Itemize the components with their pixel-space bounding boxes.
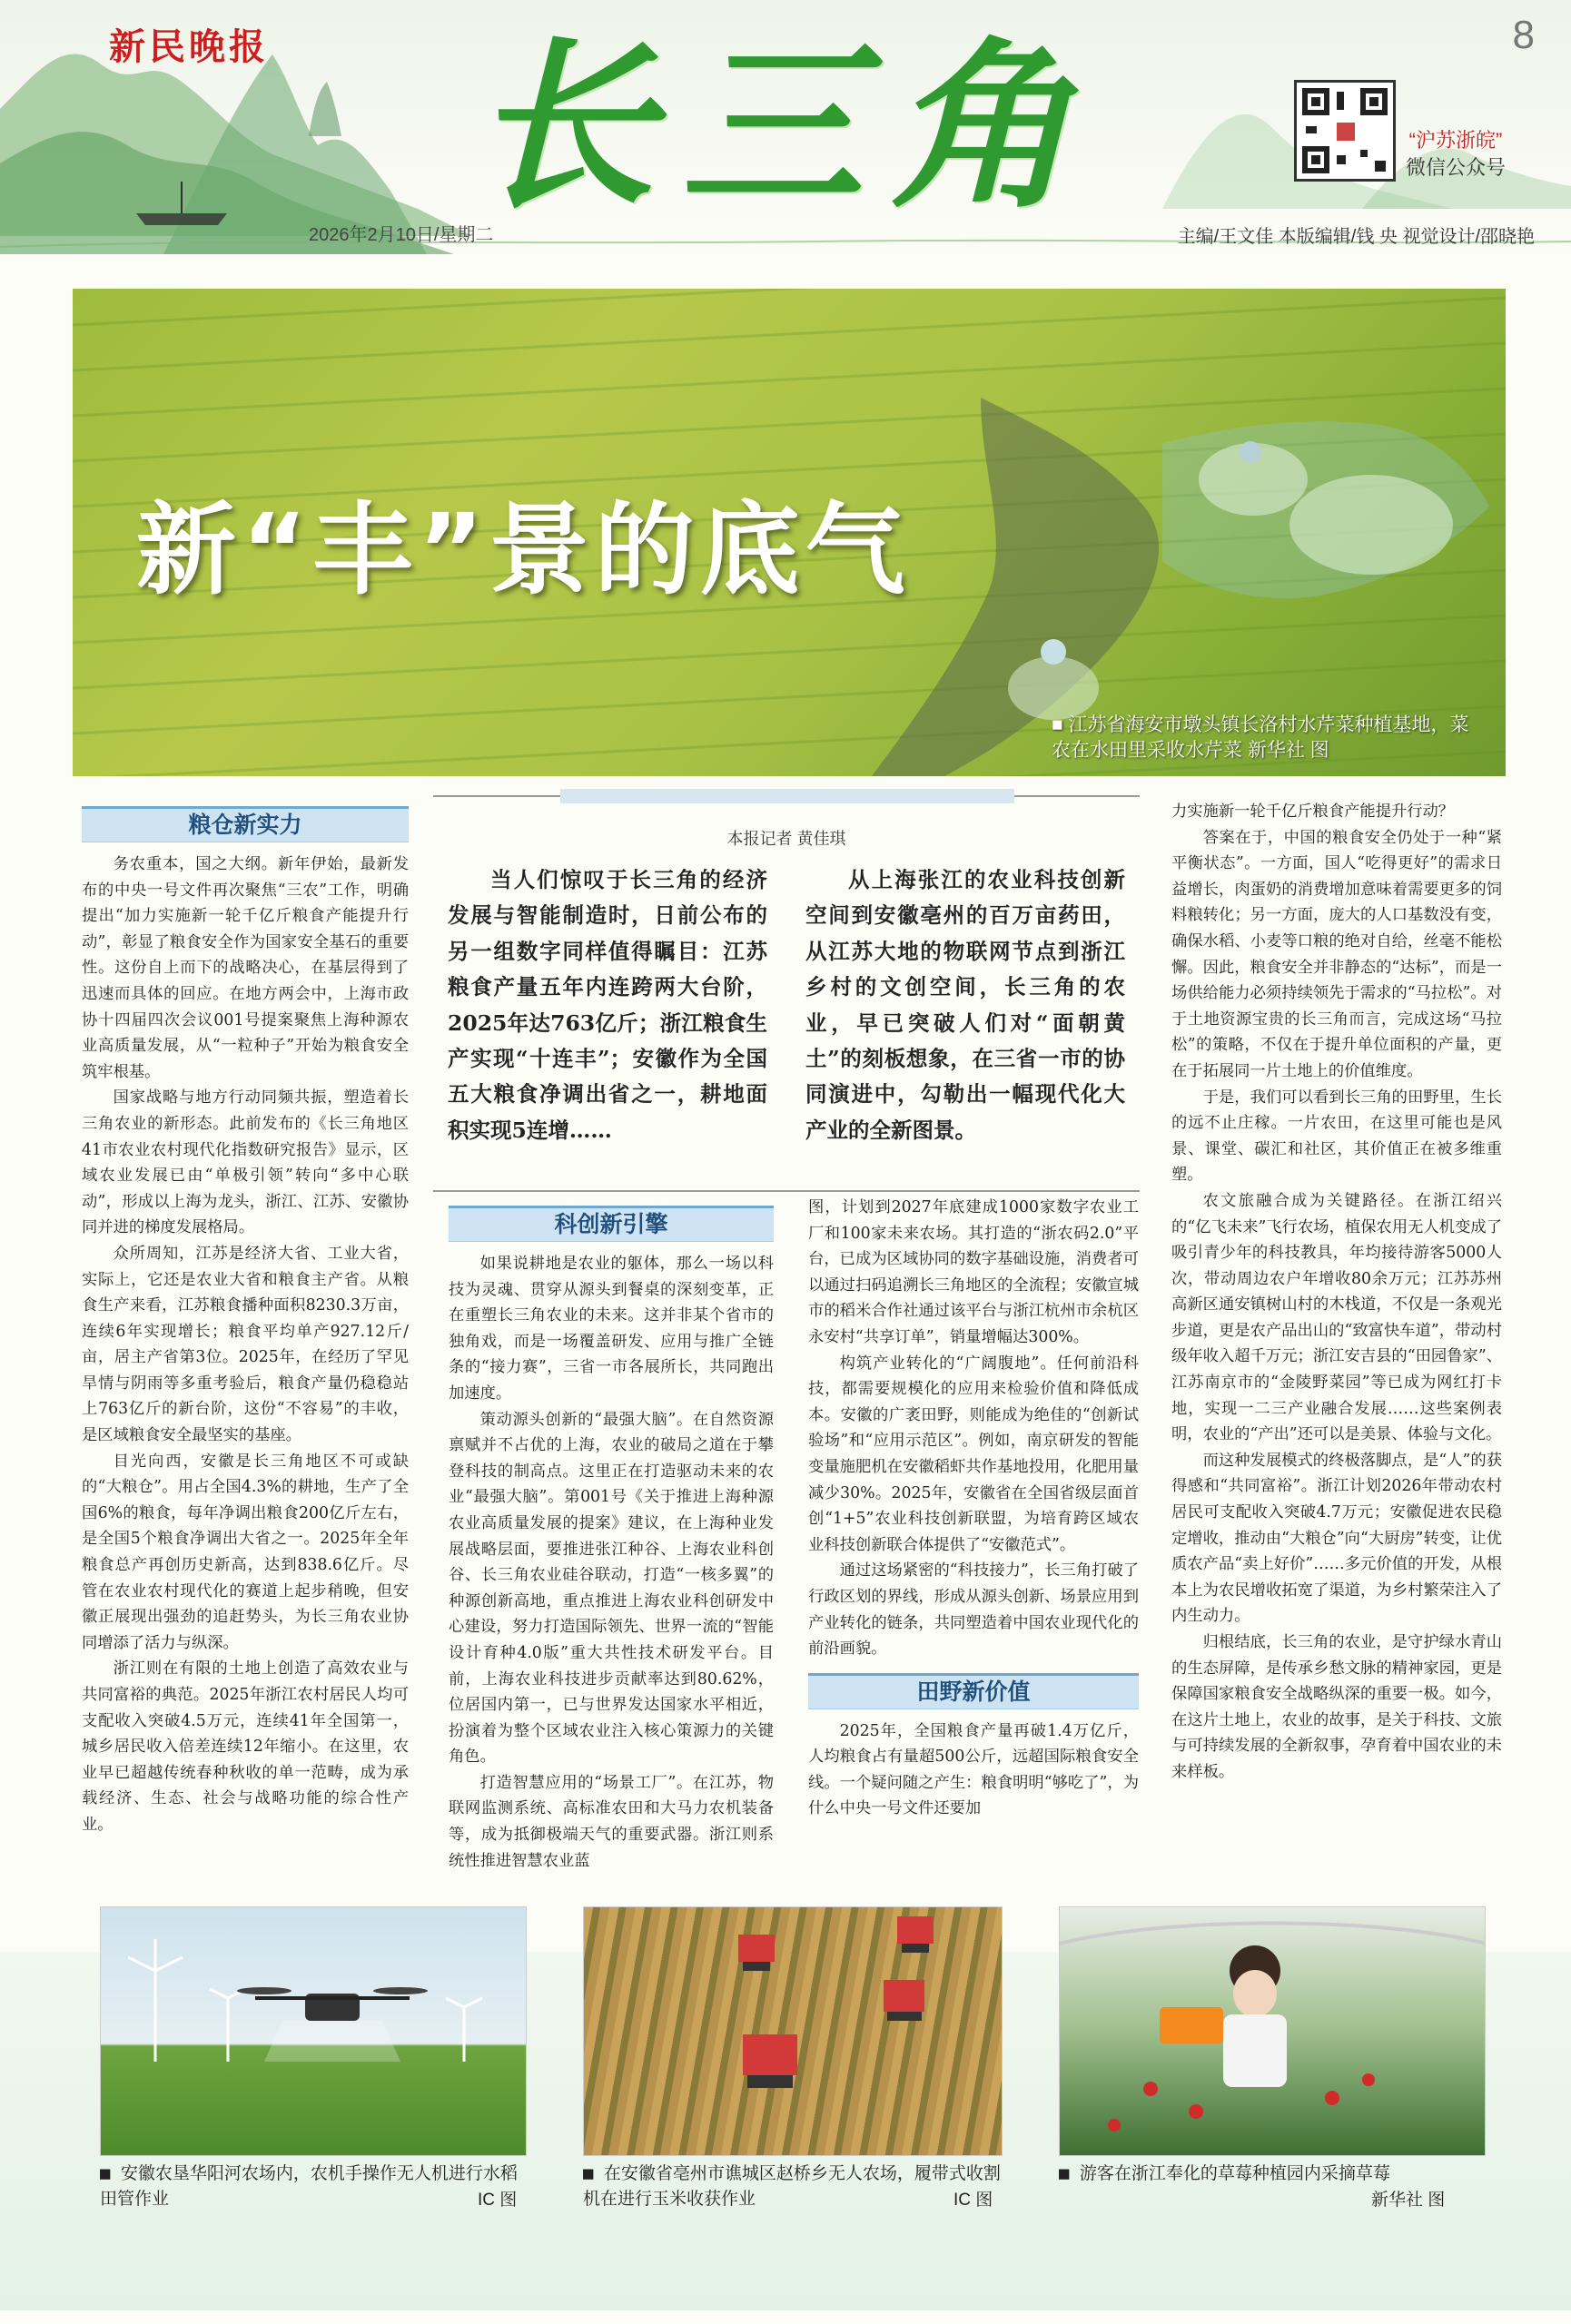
paragraph: 务农重本，国之大纲。新年伊始，最新发布的中央一号文件再次聚焦“三农”工作，明确提出“加力实施新一轮千亿斤粮食产能提升行动”，彰显了粮食安全作为国家安全基石的重要性。这份自上而下的战略决心，在基层得到了迅速而具体的回应。在地方两会中，上海市政协十四届四次会议001号提案聚焦上海种源农业高质量发展，从“一粒种子”开始为粮食安全筑牢根基。 <box>82 855 409 1081</box>
photo-drone <box>100 1906 527 2156</box>
lead-right: 从上海张江的农业科技创新空间到安徽亳州的百万亩药田，从江苏大地的物联网节点到浙江乡村的文创空间，长三角的农业，早已突破人们对“面朝黄土”的刻板想象，在三省一市的协同演进中，勾勒出一幅现代化大产业的全新图景。 <box>805 867 1125 1143</box>
paragraph: 策动源头创新的“最强大脑”。在自然资源禀赋并不占优的上海，农业的破局之道在于攀登科技的制高点。这里正在打造驱动未来的农业“最强大脑”。第001号《关于推进上海种源农业高质量发展的提案》建议，在上海种业发展战略层面，要推进张江种谷、上海农业科创谷、长三角农业硅谷联动，打造“一核多翼”的种源创新高地，重点推进上海农业科创研发中心建设，努力打造国际领先、世界一流的“智能设计育种4.0版”重大共性技术研发平台。目前，上海农业科技进步贡献率达到80.62%，位居国内第一，已与世界发达国家水平相近，扮演着为整个区域农业注入核心策源力的关键角色。 <box>449 1410 774 1767</box>
newspaper-name: 新民晚报 <box>109 25 269 68</box>
photo-caption-3: ■ 游客在浙江奉化的草莓种植园内采摘草莓 <box>1059 2163 1390 2183</box>
photo-credit-1: IC 图 <box>478 2191 518 2210</box>
section-heading: 科创新引擎 <box>449 1206 774 1242</box>
paragraph: 图，计划到2027年底建成1000家数字农业工厂和100家未来农场。其打造的“浙农码2.0”平台，已成为区域协同的数字基础设施，消费者可以通过扫码追溯长三角地区的全流程；安徽宣城市的稻米合作社通过该平台与浙江杭州市余杭区永安村“共享订单”，销量增幅达300%。 <box>808 1198 1139 1346</box>
photo-harvest <box>583 1906 1003 2156</box>
hero-photo <box>73 289 1506 776</box>
byline: 本报记者 黄佳琪 <box>726 830 846 848</box>
paragraph: 农文旅融合成为关键路径。在浙江绍兴的“亿飞未来”飞行农场，植保农用无人机变成了吸引青少年的科技教具，年均接待游客5000人次，带动周边农户年增收80余万元；江苏苏州高新区通安镇树山村的木栈道，不仅是一条观光步道，更是农产品出山的“致富快车道”，带动村级年收入超千万元；浙江安吉县的“田园鲁家”、江苏南京市的“金陵野菜园”等已成为网红打卡地，实现一二三产业融合发展……这些案例表明，农业的“产出”还可以是美景、体验与文化。 <box>1171 1191 1502 1444</box>
photo-credit-3: 新华社 图 <box>1371 2191 1446 2210</box>
drone-field-illustration <box>101 1907 527 2156</box>
column-1 <box>82 806 409 1838</box>
harvester-illustration <box>584 1907 1003 2156</box>
wechat-label <box>1406 127 1506 182</box>
hero-caption: ■ 江苏省海安市墩头镇长洛村水芹菜种植基地，菜农在水田里采收水芹菜 新华社 图 <box>1052 714 1469 761</box>
column-3 <box>808 1195 1139 1822</box>
strawberry-picking-illustration <box>1060 1907 1486 2156</box>
photo-caption-2: ■ 在安徽省亳州市谯城区赵桥乡无人农场，履带式收割机在进行玉米收获作业 <box>583 2163 1001 2209</box>
wechat-label-line1: “沪苏浙皖” <box>1408 129 1503 152</box>
column-4 <box>1171 799 1502 1786</box>
paragraph: 国家战略与地方行动同频共振，塑造着长三角农业的新形态。此前发布的《长三角地区41市农业农村现代化指数研究报告》显示，区域农业发展已由“单极引领”转向“多中心联动”，形成以上海为龙头，浙江、江苏、安徽协同并进的梯度发展格局。 <box>82 1088 409 1237</box>
paragraph: 答案在于，中国的粮食安全仍处于一种“紧平衡状态”。一方面，国人“吃得更好”的需求日益增长，肉蛋奶的消费增加意味着需要更多的饲料粮转化；另一方面，庞大的人口基数没有变，确保水稻、小麦等口粮的绝对自给，丝毫不能松懈。因此，粮食安全并非静态的“达标”，而是一场供给能力必须持续领先于需求的“马拉松”。对于土地资源宝贵的长三角而言，完成这场“马拉松”的策略，不仅在于提升单位面积的产量，更在于拓展同一片土地上的价值维度。 <box>1171 828 1502 1080</box>
lead-left: 当人们惊叹于长三角的经济发展与智能制造时，日前公布的另一组数字同样值得瞩目：江苏粮食产量五年内连跨两大台阶，2025年达763亿斤；浙江粮食生产实现“十连丰”；安徽作为全国五大粮食净调出省之一，耕地面积实现5连增…… <box>448 867 767 1143</box>
section-title: 长三角 <box>472 20 1100 233</box>
lead-box <box>433 795 1140 1192</box>
paragraph: 于是，我们可以看到长三角的田野里，生长的远不止庄稼。一片农田，在这里可能也是风景、课堂、碳汇和社区，其价值正在被多维重塑。 <box>1171 1088 1502 1185</box>
paragraph: 通过这场紧密的“科技接力”，长三角打破了行政区划的界线，形成从源头创新、场景应用到产业转化的链条，共同塑造着中国农业现代化的前沿画貌。 <box>808 1561 1139 1659</box>
hero-headline: 新“丰”景的底气 <box>136 492 911 608</box>
paragraph: 打造智慧应用的“场景工厂”。在江苏，物联网监测系统、高标准农田和大马力农机装备等，成为抵御极端天气的重要武器。浙江则系统性推进智慧农业蓝 <box>449 1773 774 1870</box>
paragraph: 浙江则在有限的土地上创造了高效农业与共同富裕的典范。2025年浙江农村居民人均可支配收入突破4.5万元，连续41年全国第一，城乡居民收入倍差连续12年缩小。在这里，农业早已超越传统春种秋收的单一范畴，成为承载经济、生态、社会与战略功能的综合性产业。 <box>82 1659 409 1834</box>
paragraph: 如果说耕地是农业的躯体，那么一场以科技为灵魂、贯穿从源头到餐桌的深刻变革，正在重塑长三角农业的未来。这并非某个省市的独角戏，而是一场覆盖研发、应用与推广全链条的“接力赛”，三省一市各展所长，共同跑出加速度。 <box>449 1255 774 1403</box>
photo-caption-1: ■ 安徽农垦华阳河农场内，农机手操作无人机进行水稻田管作业 <box>100 2163 518 2209</box>
photo-strawberry <box>1059 1906 1486 2156</box>
paragraph: 目光向西，安徽是长三角地区不可或缺的“大粮仓”。用占全国4.3%的耕地，生产了全国6%的粮食，每年净调出粮食200亿斤左右，是全国5个粮食净调出大省之一。2025年全年粮食总产再创历史新高，达到838.6亿斤。尽管在农业农村现代化的赛道上起步稍晚，但安徽正展现出强劲的追赶势头，为长三角农业协同增添了活力与纵深。 <box>82 1452 409 1652</box>
paragraph: 2025年，全国粮食产量再破1.4万亿斤，人均粮食占有量超500公斤，远超国际粮食安全线。一个疑问随之产生：粮食明明“够吃了”，为什么中央一号文件还要加 <box>808 1721 1139 1818</box>
photo-credit-2: IC 图 <box>953 2191 993 2210</box>
paragraph: 归根结底，长三角的农业，是守护绿水青山的生态屏障，是传承乡愁文脉的精神家园，更是保障国家粮食安全战略纵深的重要一极。如今，在这片土地上，农业的故事，是关于科技、文旅与可持续发展的全新叙事，孕育着中国农业的未来样板。 <box>1171 1633 1502 1781</box>
wechat-label-line2: 微信公众号 <box>1406 156 1507 179</box>
section-heading: 田野新价值 <box>808 1673 1139 1709</box>
page-number: 8 <box>1512 13 1535 57</box>
paragraph: 众所周知，江苏是经济大省、工业大省，实际上，它还是农业大省和粮食主产省。从粮食生产来看，江苏粮食播种面积8230.3万亩，连续6年实现增长；粮食平均单产927.12斤/亩，居主产省第3位。2025年，在经历了罕见旱情与阴雨等多重考验后，粮食产量仍稳稳站上763亿斤的新台阶，这份“不容易”的丰收，是区域粮食安全最坚实的基座。 <box>82 1244 409 1445</box>
lead-tab-decoration <box>560 789 1014 803</box>
masthead <box>0 0 1571 263</box>
paragraph: 力实施新一轮千亿斤粮食产能提升行动？ <box>1171 803 1455 821</box>
issue-date: 2026年2月10日/星期二 <box>309 225 494 245</box>
qr-code-icon <box>1294 80 1396 182</box>
section-heading: 粮仓新实力 <box>82 806 409 842</box>
paragraph: 构筑产业转化的“广阔腹地”。任何前沿科技，都需要规模化的应用来检验价值和降低成本。安徽的广袤田野，则能成为绝佳的“创新试验场”和“应用示范区”。例如，南京研发的智能变量施肥机在安徽稻虾共作基地投用，化肥用量减少30%。2025年，安徽省在全国省级层面首创“1+5”农业科技创新联盟，为培育跨区域农业科技创新联合体提供了“安徽范式”。 <box>808 1354 1139 1554</box>
column-2 <box>449 1206 774 1874</box>
paragraph: 而这种发展模式的终极落脚点，是“人”的获得感和“共同富裕”。浙江计划2026年带动农村居民可支配收入突破4.7万元；安徽促进农民稳定增收，推动由“大粮仓”向“大厨房”转变，让优质农产品“卖上好价”……多元价值的开发，从根本上为农民增收拓宽了渠道，为乡村繁荣注入了内生动力。 <box>1171 1451 1502 1626</box>
editor-credits: 主编/王文佳 本版编辑/钱 央 视觉设计/邵晓艳 <box>1177 227 1535 247</box>
